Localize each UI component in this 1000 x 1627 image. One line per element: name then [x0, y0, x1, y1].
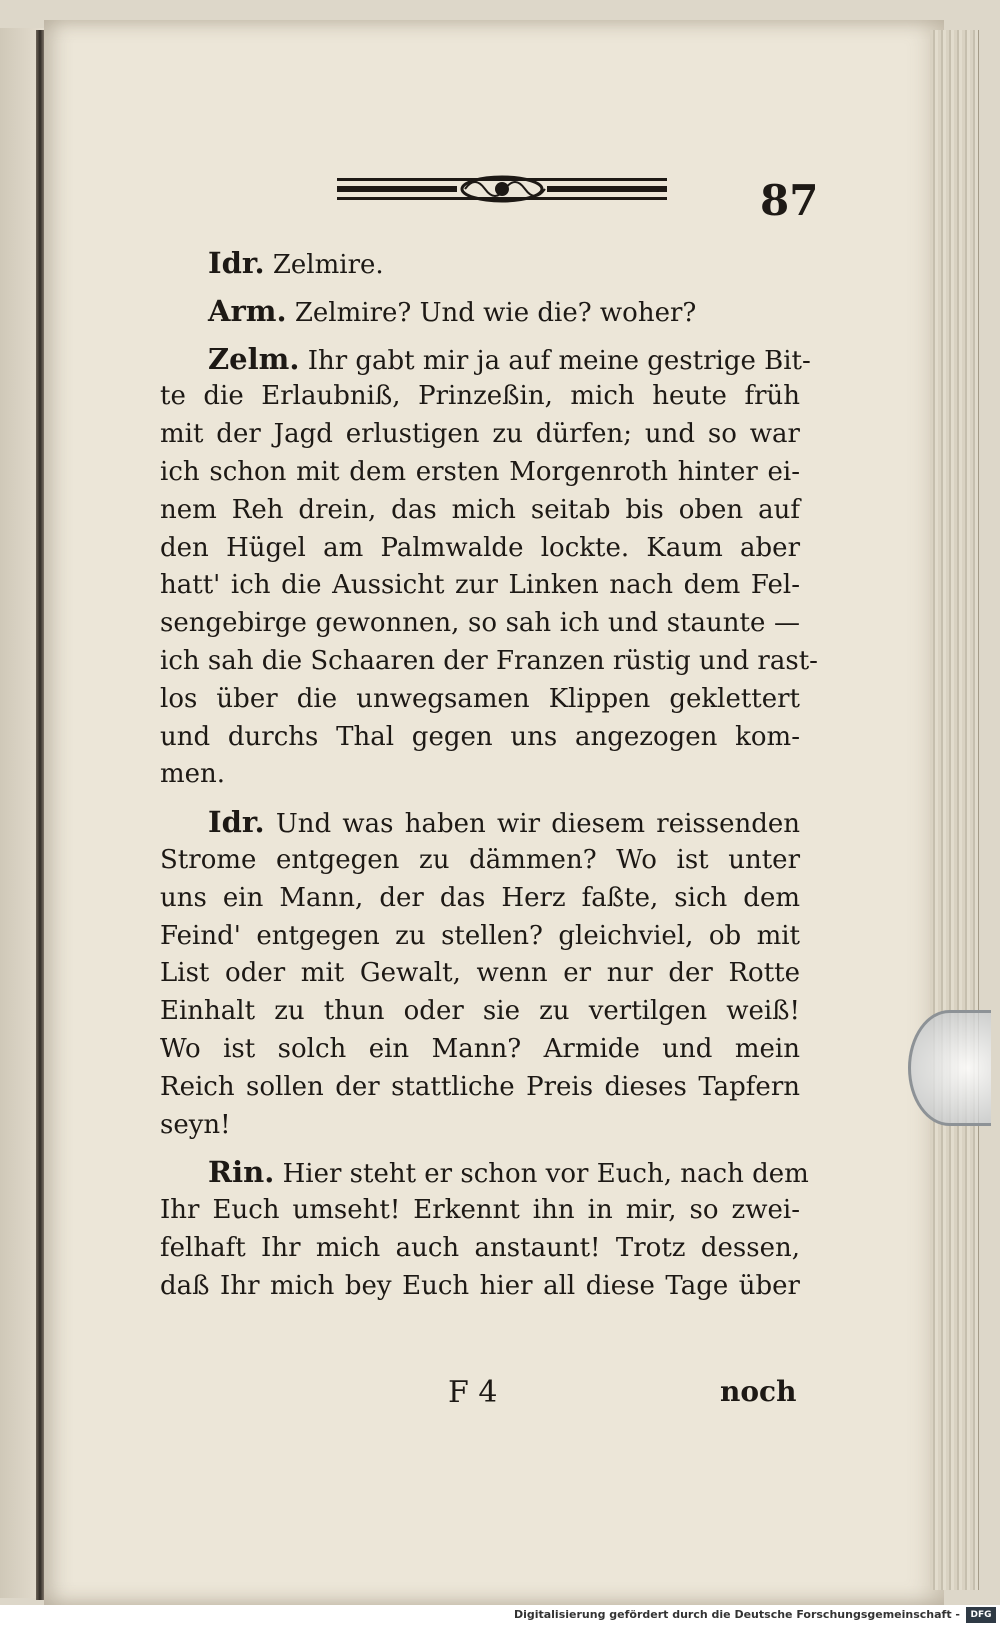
text-line: den Hügel am Palmwalde lockte. Kaum aber [160, 532, 800, 563]
text-line: Reich sollen der stattliche Preis dieses Tapfern [160, 1071, 800, 1102]
text-line: mit der Jagd erlustigen zu dürfen; und so war [160, 419, 800, 450]
speech-idr-2 [160, 804, 800, 1144]
text-line: te die Erlaubniß, Prinzeßin, mich heute früh [160, 381, 800, 412]
footer-bar [0, 1605, 1000, 1627]
text-line: sengebirge gewonnen, so sah ich und staunte — [160, 608, 800, 639]
text-span: Zelmire? Und wie die? woher? [294, 297, 697, 328]
text-span: Und was haben wir diesem reissenden [275, 809, 800, 840]
speaker-label: Arm. [208, 293, 287, 328]
text-span: Zelmire. [272, 250, 384, 280]
text-line: Wo ist solch ein Mann? Armide und mein [160, 1033, 800, 1064]
text-line: seyn! [160, 1109, 231, 1140]
speech-zelm [160, 341, 818, 795]
text-line: Ihr Euch umseht! Erkennt ihn in mir, so zwei- [160, 1195, 800, 1226]
speaker-label: Idr. [208, 246, 265, 280]
page-text [160, 245, 818, 1306]
text-line [160, 804, 800, 842]
speaker-label: Zelm. [208, 341, 300, 376]
text-line: los über die unwegsamen Klippen geklettert [160, 683, 800, 714]
text-line: nem Reh drein, das mich seitab bis oben auf [160, 494, 800, 525]
signature-mark: F 4 [448, 1375, 498, 1410]
speech-rin [160, 1154, 809, 1305]
speech-idr-1 [160, 245, 800, 283]
speaker-label: Rin. [208, 1155, 275, 1190]
text-line: Strome entgegen zu dämmen? Wo ist unter [160, 844, 800, 875]
text-line: ich schon mit dem ersten Morgenroth hinter ei- [160, 456, 800, 487]
text-line: uns ein Mann, der das Herz faßte, sich dem [160, 882, 800, 913]
book-spine [36, 30, 44, 1600]
text-line: daß Ihr mich bey Euch hier all diese Tage über [160, 1270, 800, 1301]
printers-ornament [337, 172, 667, 206]
text-line: Feind' entgegen zu stellen? gleichviel, ob mit [160, 920, 800, 951]
text-line [160, 1154, 809, 1192]
text-span: Hier steht er schon vor Euch, nach dem [282, 1159, 809, 1190]
text-line: ich sah die Schaaren der Franzen rüstig und rast- [160, 645, 818, 676]
text-line: hatt' ich die Aussicht zur Linken nach dem Fel- [160, 570, 800, 601]
page-stack-edges [930, 30, 979, 1590]
text-line [160, 245, 800, 283]
speaker-label: Idr. [208, 805, 265, 840]
speech-arm [160, 293, 800, 331]
funding-credit: Digitalisierung gefördert durch die Deutsche Forschungsgemeinschaft - [513, 1608, 960, 1621]
text-line: List oder mit Gewalt, wenn er nur der Rotte [160, 958, 800, 989]
text-span: Ihr gabt mir ja auf meine gestrige Bit- [307, 345, 811, 376]
text-line: felhaft Ihr mich auch anstaunt! Trotz dessen, [160, 1232, 800, 1263]
catchword: noch [720, 1375, 797, 1408]
text-line: men. [160, 759, 226, 790]
text-line: Einhalt zu thun oder sie zu vertilgen weiß! [160, 996, 800, 1027]
dfg-logo: DFG [966, 1607, 996, 1623]
text-line [160, 293, 800, 331]
page-number: 87 [760, 176, 819, 225]
text-line [160, 341, 811, 379]
glass-page-clip [908, 1010, 991, 1126]
text-line: und durchs Thal gegen uns angezogen kom- [160, 721, 800, 752]
